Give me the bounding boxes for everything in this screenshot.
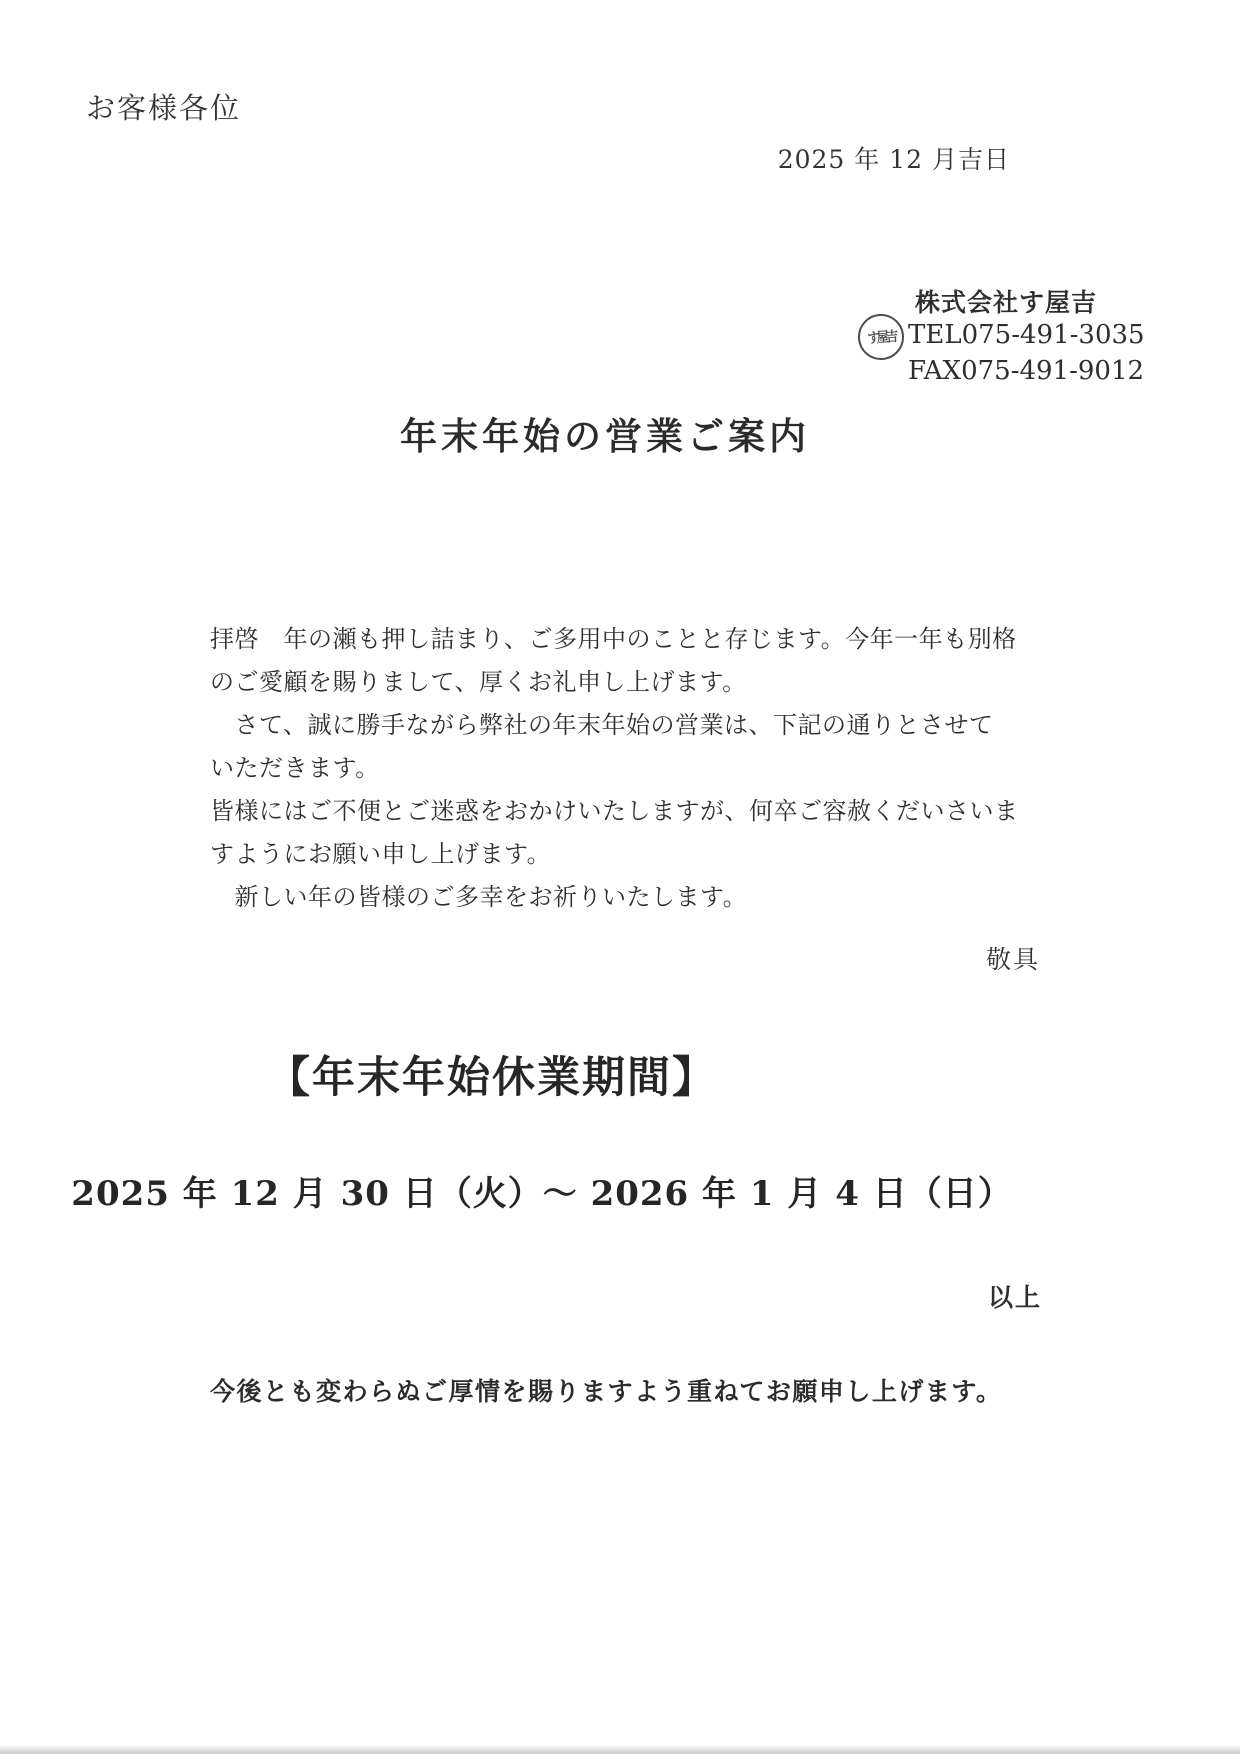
letter-body xyxy=(210,618,1019,919)
end-marker: 以上 xyxy=(987,1283,1042,1312)
letter-title: 年末年始の営業ご案内 xyxy=(400,414,810,458)
body-line: いただきます。 xyxy=(210,754,380,782)
seal-text: す屋吉 xyxy=(866,329,896,347)
scan-edge-artifact xyxy=(0,1745,1240,1754)
fax-number: FAX075-491-9012 xyxy=(908,356,1145,386)
closing-salutation: 敬具 xyxy=(985,945,1040,974)
company-seal-icon xyxy=(856,312,905,361)
company-name: 株式会社す屋吉 xyxy=(915,288,1098,317)
footer-request-line: 今後とも変わらぬご厚情を賜りますよう重ねてお願申し上げます。 xyxy=(210,1377,1003,1406)
holiday-period-heading: 【年末年始休業期間】 xyxy=(267,1053,717,1103)
document-date: 2025 年 12 月吉日 xyxy=(777,145,1010,174)
body-line: さて、誠に勝手ながら弊社の年末年始の営業は、下記の通りとさせて xyxy=(210,711,994,739)
recipient-line: お客様各位 xyxy=(86,91,242,125)
body-line: 皆様にはご不便とご迷惑をおかけいたしますが、何卒ご容赦くだいさいま xyxy=(210,797,1019,825)
body-line: すようにお願い申し上げます。 xyxy=(210,840,552,868)
holiday-period-dates: 2025 年 12 月 30 日（火）～ 2026 年 1 月 4 日（日） xyxy=(71,1174,1013,1214)
tel-number: TEL075-491-3035 xyxy=(908,320,1145,350)
body-line: のご愛顧を賜りまして、厚くお礼申し上げます。 xyxy=(210,668,747,696)
body-line: 拝啓 年の瀬も押し詰まり、ご多用中のことと存じます。今年一年も別格 xyxy=(210,625,1017,653)
body-line: 新しい年の皆様のご多幸をお祈りいたします。 xyxy=(210,883,748,911)
